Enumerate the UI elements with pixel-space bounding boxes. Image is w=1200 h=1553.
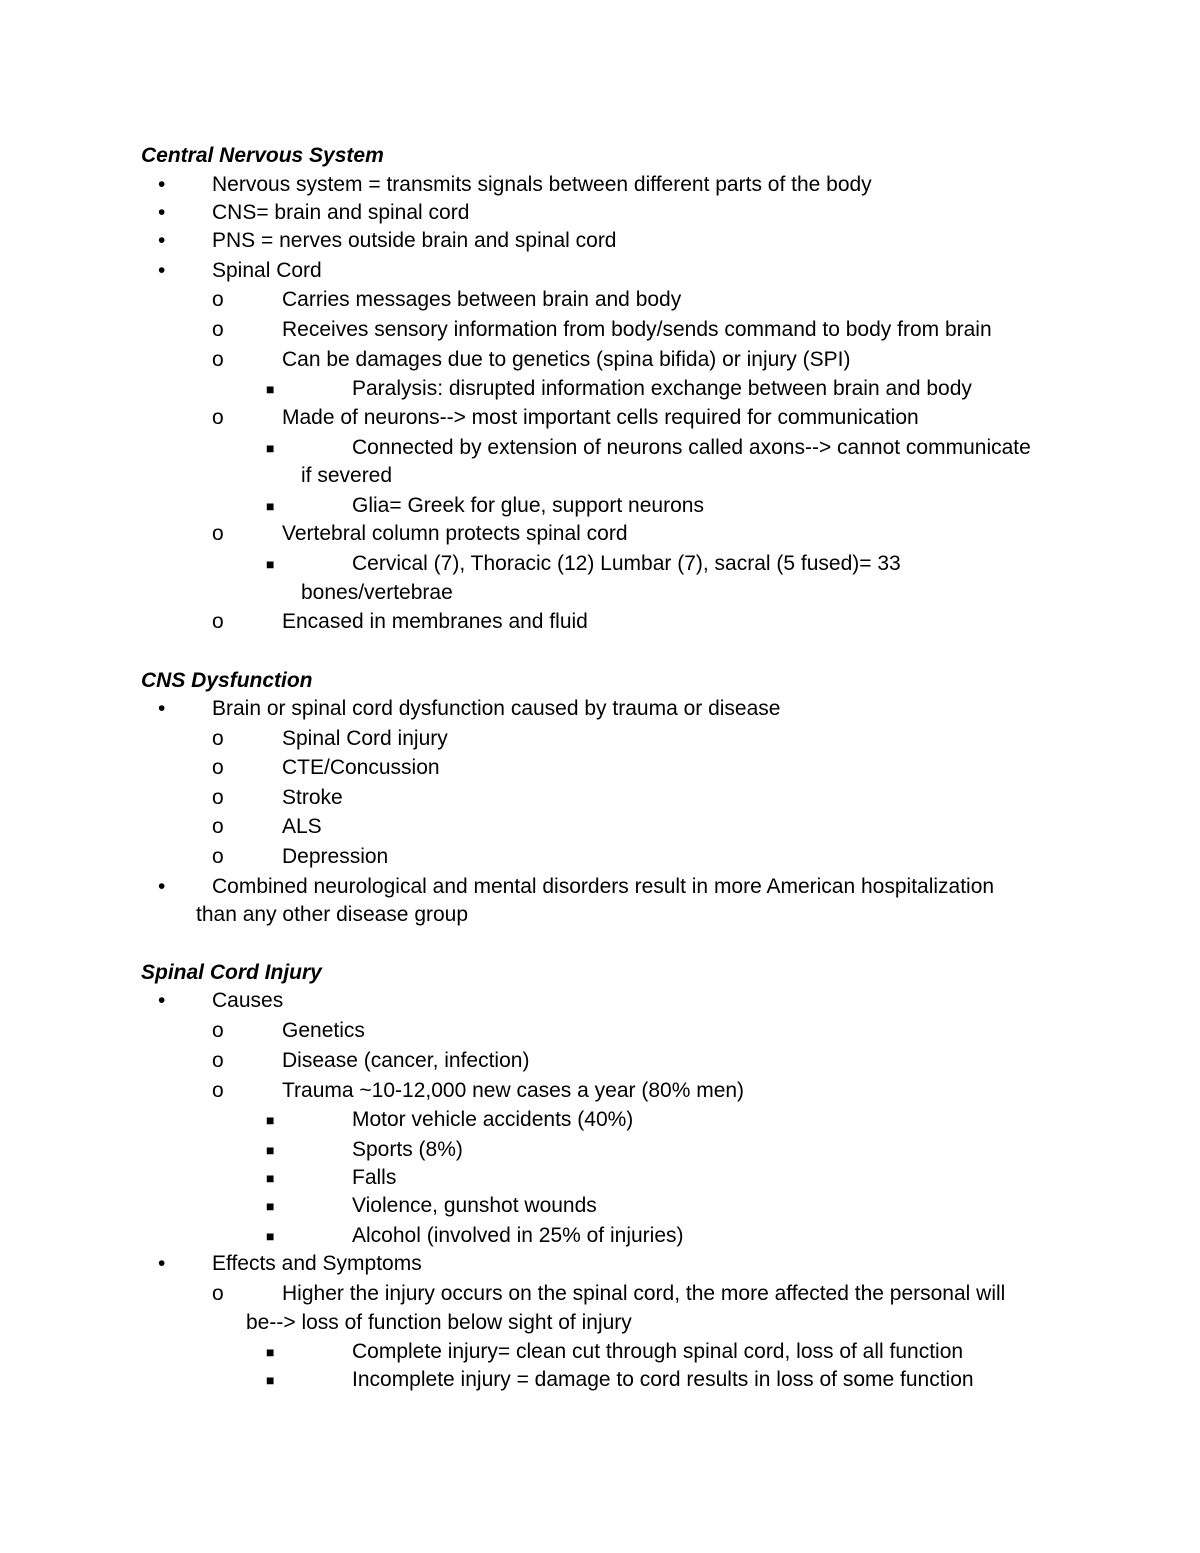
list-item: CNS= brain and spinal cord <box>212 201 470 224</box>
list-item: Made of neurons--> most important cells required for communication <box>282 406 919 429</box>
bullet-disc-icon: • <box>158 875 166 898</box>
list-item: Brain or spinal cord dysfunction caused by trauma or disease <box>212 697 781 720</box>
list-item: Violence, gunshot wounds <box>352 1194 597 1217</box>
bullet-disc-icon: • <box>158 173 166 196</box>
list-item: Stroke <box>282 786 343 809</box>
list-item: Trauma ~10-12,000 new cases a year (80% men) <box>282 1079 745 1102</box>
bullet-square-icon: ■ <box>266 440 275 456</box>
bullet-square-icon: ■ <box>266 1228 275 1244</box>
list-item: Motor vehicle accidents (40%) <box>352 1108 634 1131</box>
bullet-circle-icon: o <box>212 348 224 371</box>
list-item: ALS <box>282 815 322 838</box>
bullet-circle-icon: o <box>212 1019 224 1042</box>
bullet-disc-icon: • <box>158 989 166 1012</box>
list-item: Genetics <box>282 1019 365 1042</box>
bullet-disc-icon: • <box>158 259 166 282</box>
bullet-circle-icon: o <box>212 727 224 750</box>
list-item-continuation: bones/vertebrae <box>301 581 453 604</box>
list-item: Effects and Symptoms <box>212 1252 422 1275</box>
list-item: Sports (8%) <box>352 1138 463 1161</box>
bullet-square-icon: ■ <box>266 556 275 572</box>
bullet-circle-icon: o <box>212 1282 224 1305</box>
bullet-circle-icon: o <box>212 845 224 868</box>
bullet-circle-icon: o <box>212 756 224 779</box>
list-item: Nervous system = transmits signals between different parts of the body <box>212 173 872 196</box>
list-item: PNS = nerves outside brain and spinal cord <box>212 229 617 252</box>
bullet-square-icon: ■ <box>266 1142 275 1158</box>
list-item: Alcohol (involved in 25% of injuries) <box>352 1224 684 1247</box>
bullet-square-icon: ■ <box>266 1372 275 1388</box>
list-item-continuation: be--> loss of function below sight of injury <box>246 1311 632 1334</box>
list-item: Carries messages between brain and body <box>282 288 682 311</box>
list-item: Receives sensory information from body/sends command to body from brain <box>282 318 992 341</box>
list-item: Encased in membranes and fluid <box>282 610 588 633</box>
bullet-circle-icon: o <box>212 1079 224 1102</box>
bullet-circle-icon: o <box>212 406 224 429</box>
list-item: Glia= Greek for glue, support neurons <box>352 494 704 517</box>
list-item: Spinal Cord <box>212 259 322 282</box>
bullet-circle-icon: o <box>212 1049 224 1072</box>
list-item: Complete injury= clean cut through spinal cord, loss of all function <box>352 1340 964 1363</box>
list-item: Incomplete injury = damage to cord results in loss of some function <box>352 1368 974 1391</box>
list-item: Higher the injury occurs on the spinal cord, the more affected the personal will <box>282 1282 1006 1305</box>
bullet-circle-icon: o <box>212 786 224 809</box>
section-heading-cns-dysfunction: CNS Dysfunction <box>141 669 313 692</box>
bullet-disc-icon: • <box>158 229 166 252</box>
list-item-continuation: than any other disease group <box>196 903 469 926</box>
bullet-circle-icon: o <box>212 318 224 341</box>
bullet-square-icon: ■ <box>266 381 275 397</box>
list-item: Spinal Cord injury <box>282 727 448 750</box>
bullet-disc-icon: • <box>158 201 166 224</box>
bullet-circle-icon: o <box>212 288 224 311</box>
list-item: Connected by extension of neurons called axons--> cannot communicate <box>352 436 1031 459</box>
list-item: Depression <box>282 845 389 868</box>
bullet-square-icon: ■ <box>266 1170 275 1186</box>
list-item: Cervical (7), Thoracic (12) Lumbar (7), sacral (5 fused)= 33 <box>352 552 901 575</box>
bullet-circle-icon: o <box>212 815 224 838</box>
section-heading-central-nervous-system: Central Nervous System <box>141 144 384 167</box>
bullet-square-icon: ■ <box>266 1344 275 1360</box>
bullet-disc-icon: • <box>158 697 166 720</box>
bullet-disc-icon: • <box>158 1252 166 1275</box>
list-item-continuation: if severed <box>301 464 393 487</box>
bullet-square-icon: ■ <box>266 1112 275 1128</box>
bullet-circle-icon: o <box>212 610 224 633</box>
list-item: Falls <box>352 1166 397 1189</box>
list-item: CTE/Concussion <box>282 756 440 779</box>
list-item: Causes <box>212 989 284 1012</box>
list-item: Disease (cancer, infection) <box>282 1049 530 1072</box>
list-item: Vertebral column protects spinal cord <box>282 522 628 545</box>
list-item: Can be damages due to genetics (spina bifida) or injury (SPI) <box>282 348 851 371</box>
list-item: Paralysis: disrupted information exchange between brain and body <box>352 377 972 400</box>
list-item: Combined neurological and mental disorders result in more American hospitalization <box>212 875 995 898</box>
bullet-square-icon: ■ <box>266 1198 275 1214</box>
bullet-circle-icon: o <box>212 522 224 545</box>
bullet-square-icon: ■ <box>266 498 275 514</box>
section-heading-spinal-cord-injury: Spinal Cord Injury <box>141 961 322 984</box>
